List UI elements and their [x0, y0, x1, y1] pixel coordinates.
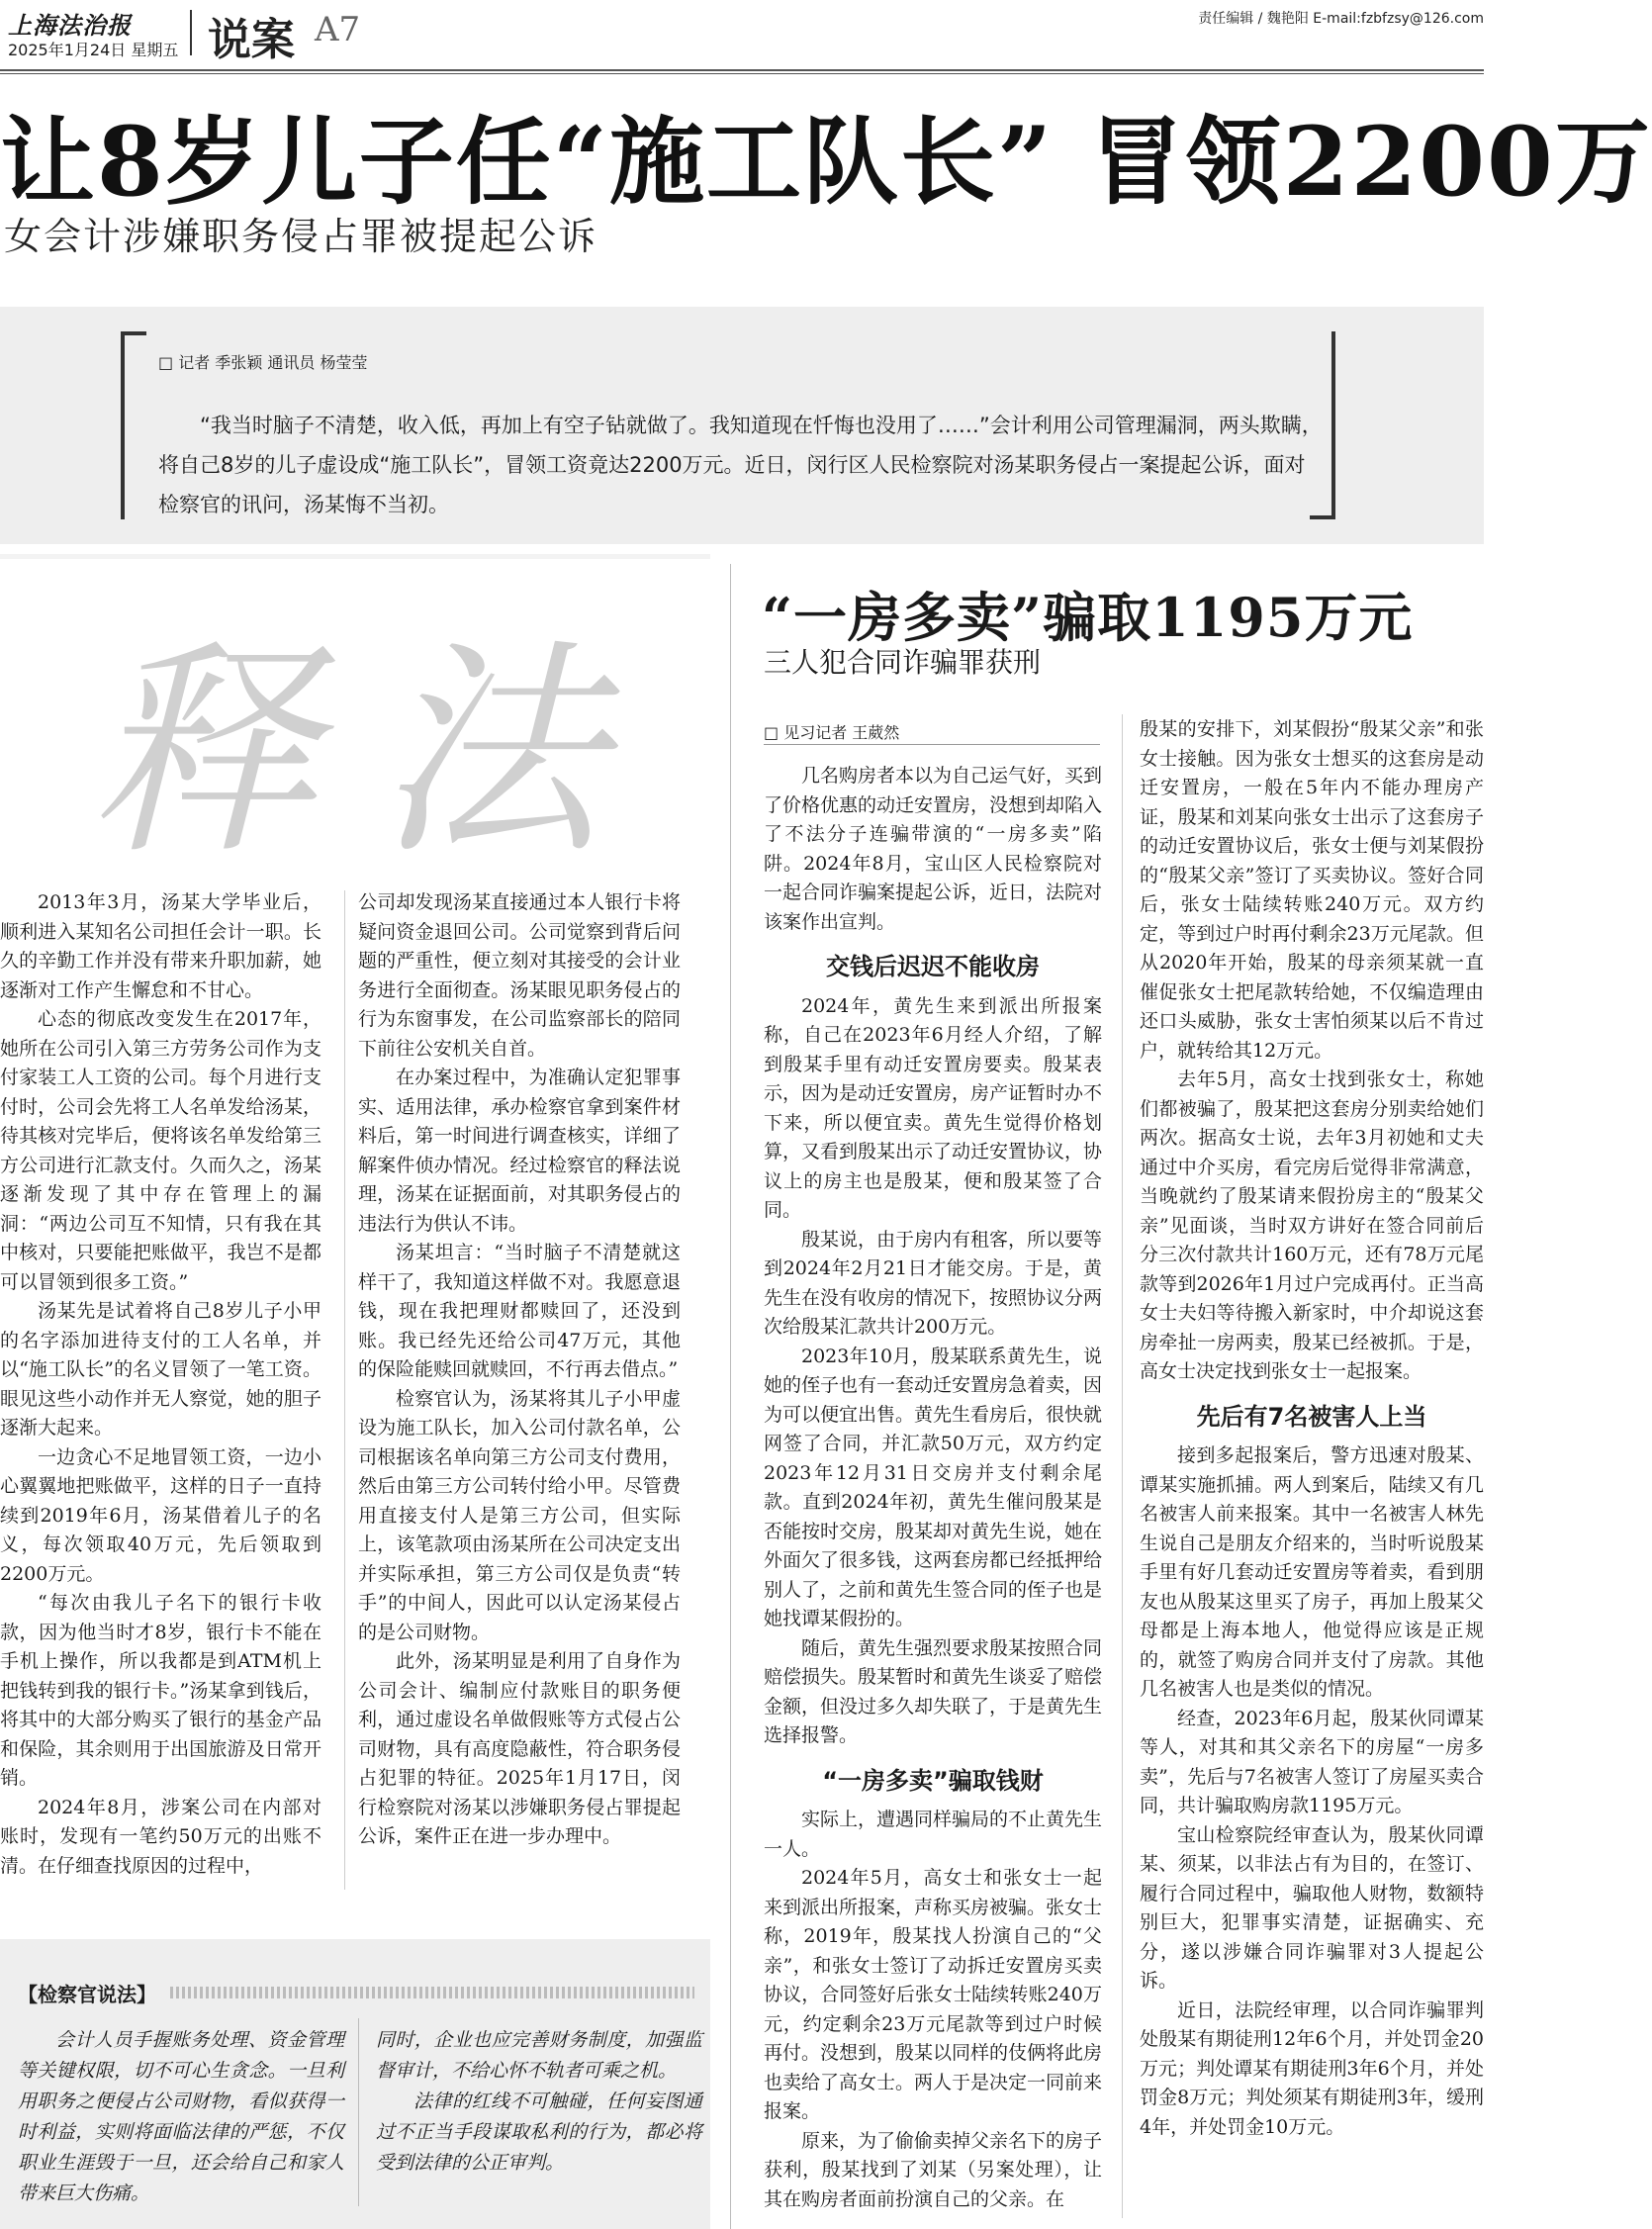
side-article-col1 — [764, 762, 1102, 2214]
side-byline: □ 见习记者 王葳然 — [764, 723, 900, 742]
main-headline: 让8岁儿子任“施工队长” 冒领2200万 — [0, 106, 1652, 218]
paragraph: 去年5月，高女士找到张女士，称她们都被骗了，殷某把这套房分别卖给她们两次。据高女士说，去年3月初她和丈夫通过中介买房，看完房后觉得非常满意，当晚就约了殷某请来假扮房主的“殷某父亲”见面谈，当时双方讲好在签合同前后分三次付款共计160万元，还有78万元尾款等到2026年1月过户完成再付。正当高女士夫妇等待搬入新家时，中介却说这套房牵扯一房两卖，殷某已经被抓。于是，高女士决定找到张女士一起报案。 — [1140, 1068, 1484, 1382]
paragraph: 原来，为了偷偷卖掉父亲名下的房子获利，殷某找到了刘某（另案处理），让其在购房者面前扮演自己的父亲。在 — [764, 2129, 1103, 2210]
paragraph: 宝山检察院经审查认为，殷某伙同谭某、须某，以非法占有为目的，在签订、履行合同过程中，骗取他人财物，数额特别巨大，犯罪事实清楚，证据确实、充分，遂以涉嫌合同诈骗罪对3人提起公诉。 — [1140, 1823, 1484, 1992]
paragraph: 2024年8月，涉案公司在内部对账时，发现有一笔约50万元的出账不清。在仔细查找原因的过程中， — [0, 1796, 321, 1877]
byline-rule — [764, 744, 1100, 745]
paragraph: 在办案过程中，为准确认定犯罪事实、适用法律，承办检察官拿到案件材料后，第一时间进行调查核实，详细了解案件侦办情况。经过检察官的释法说理，汤某在证据面前，对其职务侵占的违法行为供认不讳。 — [358, 1067, 681, 1235]
paragraph: 近日，法院经审理，以合同诈骗罪判处殷某有期徒刑12年6个月，并处罚金20万元；判处谭某有期徒刑3年6个月，并处罚金8万元；判处须某有期徒刑3年，缓刑4年，并处罚金10万元。 — [1140, 1998, 1484, 2138]
paragraph: 会计人员手握账务处理、资金管理等关键权限，切不可心生贪念。一旦利用职务之便侵占公司财物，看似获得一时利益，实则将面临法律的严惩，不仅职业生涯毁于一旦，还会给自己和家人带来巨大伤痛。 — [18, 2029, 344, 2204]
page-number: A7 — [315, 10, 361, 49]
paragraph: 几名购房者本以为自己运气好，买到了价格优惠的动迁安置房，没想到却陷入了不法分子连骗带演的“一房多卖”陷阱。2024年8月，宝山区人民检察院对一起合同诈骗案提起公诉，近日，法院对该案作出宣判。 — [764, 765, 1103, 933]
paragraph: 心态的彻底改变发生在2017年，她所在公司引入第三方劳务公司作为支付家装工人工资的公司。每个月进行支付时，公司会先将工人名单发给汤某，待其核对完毕后，便将该名单发给第三方公司进行汇款支付。久而久之，汤某逐渐发现了其中存在管理上的漏洞：“两边公司互不知情，只有我在其中核对，只要能把账做平，我岂不是都可以冒领到很多工资。” — [0, 1008, 321, 1293]
paragraph: 同时，企业也应完善财务制度，加强监督审计，不给心怀不轨者可乘之机。 — [376, 2029, 702, 2082]
column-divider — [344, 890, 345, 1890]
prosecutor-col2 — [376, 2025, 702, 2179]
paragraph: 汤某坦言：“当时脑子不清楚就这样干了，我知道这样做不对。我愿意退钱，现在我把理财都赎回了，还没到账。我已经先还给公司47万元，其他的保险能赎回就赎回，不行再去借点。” — [358, 1242, 681, 1380]
shifa-watermark: 释法 — [89, 621, 663, 885]
header-rule — [0, 69, 1484, 71]
paragraph: 一边贪心不足地冒领工资，一边小心翼翼地把账做平，这样的日子一直持续到2019年6月，汤某借着儿子的名义，每次领取40万元，先后领取到2200万元。 — [0, 1445, 321, 1585]
paragraph: 2024年5月，高女士和张女士一起来到派出所报案，声称买房被骗。张女士称，2019年，殷某找人扮演自己的“父亲”，和张女士签订了动拆迁安置房买卖协议，合同签好后张女士陆续转账240万元，约定剩余23万元尾款等到过户时候再付。没想到，殷某以同样的伎俩将此房也卖给了高女士。两人于是决定一同前来报案。 — [764, 1867, 1103, 2122]
paragraph: 实际上，遭遇同样骗局的不止黄先生一人。 — [764, 1809, 1103, 1860]
prosecutor-col1 — [18, 2025, 344, 2209]
issue-date: 2025年1月24日 星期五 — [8, 41, 179, 59]
main-article-col2 — [358, 888, 681, 1852]
header-rule-thin — [0, 73, 1484, 74]
paragraph: 公司却发现汤某直接通过本人银行卡将疑问资金退回公司。公司觉察到背后问题的严重性，便立刻对其接受的会计业务进行全面彻查。汤某眼见职务侵占的行为东窗事发，在公司监察部长的陪同下前往公安机关自首。 — [358, 891, 681, 1060]
paragraph: 殷某说，由于房内有租客，所以要等到2024年2月21日才能交房。于是，黄先生在没有收房的情况下，按照协议分两次给殷某汇款共计200万元。 — [764, 1228, 1103, 1338]
paragraph: 2023年10月，殷某联系黄先生，说她的侄子也有一套动迁安置房急着卖，因为可以便宜出售。黄先生看房后，很快就网签了合同，并汇款50万元，双方约定2023年12月31日交房并支付剩余尾款。直到2024年初，黄先生催问殷某是否能按时交房，殷某却对黄先生说，她在外面欠了很多钱，这两套房都已经抵押给别人了，之前和黄先生签合同的侄子也是她找谭某假扮的。 — [764, 1345, 1103, 1629]
section-name: 说案 — [208, 15, 295, 65]
paragraph: 此外，汤某明显是利用了自身作为公司会计、编制应付款账目的职务便利，通过虚设名单做假账等方式侵占公司财物，具有高度隐蔽性，符合职务侵占犯罪的特征。2025年1月17日，闵行检察院对汤某以涉嫌职务侵占罪提起公诉，案件正在进一步办理中。 — [358, 1650, 681, 1847]
paragraph: “每次由我儿子名下的银行卡收款，因为他当时才8岁，银行卡不能在手机上操作，所以我都是到ATM机上把钱转到我的银行卡。”汤某拿到钱后，将其中的大部分购买了银行的基金产品和保险，其余则用于出国旅游及日常开销。 — [0, 1592, 321, 1789]
side-headline: “一房多卖”骗取1195万元 — [762, 586, 1414, 649]
paragraph: 随后，黄先生强烈要求殷某按照合同赔偿损失。殷某暂时和黄先生谈妥了赔偿金额，但没过多久却失联了，于是黄先生选择报警。 — [764, 1636, 1103, 1746]
editor-credit: 责任编辑 / 魏艳阳 E-mail:fzbfzsy@126.com — [1198, 11, 1484, 27]
side-article-col2 — [1140, 715, 1484, 2142]
paragraph: 接到多起报案后，警方迅速对殷某、谭某实施抓捕。两人到案后，陆续又有几名被害人前来报案。其中一名被害人林先生说自己是朋友介绍来的，当时听说殷某手里有好几套动迁安置房等着卖，看到朋友也从殷某这里买了房子，再加上殷某父母都是上海本地人，他觉得应该是正规的，就签了购房合同并支付了房款。其他几名被害人也是类似的情况。 — [1140, 1444, 1484, 1700]
paragraph: 殷某的安排下，刘某假扮“殷某父亲”和张女士接触。因为张女士想买的这套房是动迁安置房，一般在5年内不能办理房产证，殷某和刘某向张女士出示了这套房子的动迁安置协议后，张女士便与刘某假扮的“殷某父亲”签订了买卖协议。签好合同后，张女士陆续转账240万元。双方约定，等到过户时再付剩余23万元尾款。但从2020年开始，殷某的母亲须某就一直催促张女士把尾款转给她，不仅编造理由还口头威胁，张女士害怕须某以后不肯过户，就转给其12万元。 — [1140, 718, 1484, 1062]
paragraph: 汤某先是试着将自己8岁儿子小甲的名字添加进待支付的工人名单，并以“施工队长”的名义冒领了一笔工资。眼见这些小动作并无人察觉，她的胆子逐渐大起来。 — [0, 1300, 321, 1439]
paragraph: 2024年，黄先生来到派出所报案称，自己在2023年6月经人介绍，了解到殷某手里有动迁安置房要卖。殷某表示，因为是动迁安置房，房产证暂时办不下来，所以便宜卖。黄先生觉得价格划算，又看到殷某出示了动迁安置协议，协议上的房主也是殷某，便和殷某签了合同。 — [764, 994, 1103, 1221]
section-heading: 先后有7名被害人上当 — [1196, 1402, 1427, 1431]
prosecutor-title: 【检察官说法】 — [18, 1983, 156, 2006]
paragraph: 经查，2023年6月起，殷某伙同谭某等人，对其和其父亲名下的房屋“一房多卖”，先后与7名被害人签订了房屋买卖合同，共计骗取购房款1195万元。 — [1140, 1707, 1484, 1816]
lead-byline: □ 记者 季张颖 通讯员 杨莹莹 — [158, 353, 368, 372]
paragraph: 法律的红线不可触碰，任何妄图通过不正当手段谋取私利的行为，都必将受到法律的公正审判。 — [376, 2090, 702, 2174]
main-subheadline: 女会计涉嫌职务侵占罪被提起公诉 — [4, 215, 598, 258]
paragraph: 2013年3月，汤某大学毕业后，顺利进入某知名公司担任会计一职。长久的辛勤工作并没有带来升职加薪，她逐渐对工作产生懈怠和不甘心。 — [0, 891, 321, 1001]
header-divider — [190, 10, 192, 55]
column-divider — [358, 2018, 359, 2206]
column-divider — [1122, 714, 1123, 2218]
section-heading: 交钱后迟迟不能收房 — [826, 953, 1040, 980]
side-subheadline: 三人犯合同诈骗罪获刑 — [764, 646, 1042, 679]
paragraph: 检察官认为，汤某将其儿子小甲虚设为施工队长，加入公司付款名单，公司根据该名单向第三方公司支付费用，然后由第三方公司转付给小甲。尽管费用直接支付人是第三方公司，但实际上，该笔款项由汤某所在公司决定支出并实际承担，第三方公司仅是负责“转手”的中间人，因此可以认定汤某侵占的是公司财物。 — [358, 1387, 681, 1643]
prosecutor-title-bar — [170, 1987, 694, 1998]
article-divider — [730, 564, 731, 2229]
lead-paragraph: “我当时脑子不清楚，收入低，再加上有空子钻就做了。我知道现在忏悔也没用了……”会计利用公司管理漏洞，两头欺瞒，将自己8岁的儿子虚设成“施工队长”，冒领工资竟达2200万元。近日，闵行区人民检察院对汤某职务侵占一案提起公诉，面对检察官的讯问，汤某悔不当初。 — [158, 414, 1323, 516]
main-article-col1 — [0, 888, 321, 1881]
masthead: 上海法治报 — [8, 11, 132, 40]
section-heading: “一房多卖”骗取钱财 — [822, 1766, 1044, 1795]
